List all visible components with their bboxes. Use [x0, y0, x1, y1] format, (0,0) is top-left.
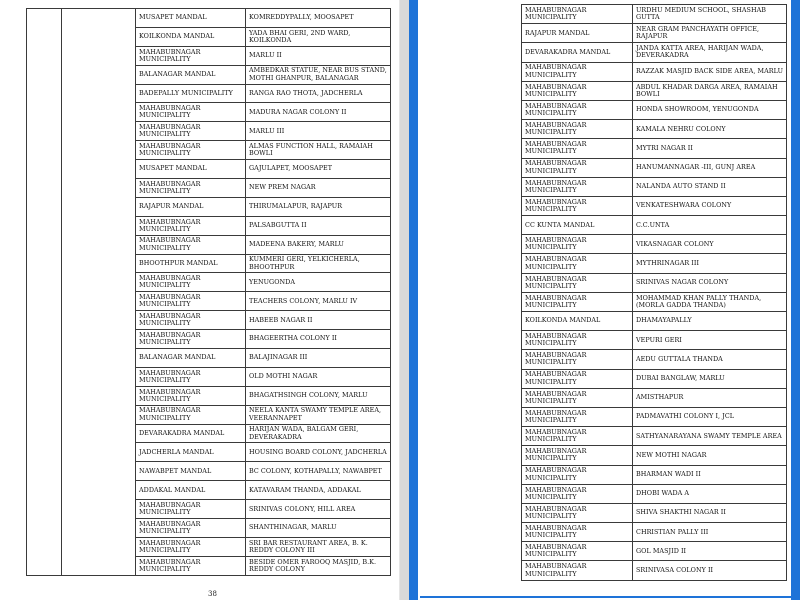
table-row	[27, 254, 391, 273]
blank-cell	[27, 292, 62, 311]
location-cell: DHAMAYAPALLY	[633, 312, 787, 331]
mandal-cell: MAHABUBNAGAR MUNICIPALITY	[136, 273, 246, 292]
table-row	[522, 158, 787, 177]
location-cell: DHOBI WADA A	[633, 484, 787, 503]
mandal-cell: MAHABUBNAGAR MUNICIPALITY	[522, 177, 633, 196]
blank-cell	[27, 84, 62, 103]
mandal-cell: NAWABPET MANDAL	[136, 462, 246, 481]
blank-cell	[62, 122, 136, 141]
mandal-cell: MAHABUBNAGAR MUNICIPALITY	[522, 100, 633, 119]
blank-cell	[62, 179, 136, 198]
blank-cell	[27, 273, 62, 292]
table-row	[27, 179, 391, 198]
table-row	[27, 405, 391, 424]
blank-cell	[27, 141, 62, 160]
mandal-cell: MAHABUBNAGAR MUNICIPALITY	[522, 407, 633, 426]
location-cell: SHIVA SHAKTHI NAGAR II	[633, 503, 787, 522]
mandal-cell: MUSAPET MANDAL	[136, 160, 246, 179]
blank-cell	[27, 311, 62, 330]
location-cell: URDHU MEDIUM SCHOOL, SHASHAB GUTTA	[633, 5, 787, 24]
mandal-cell: MAHABUBNAGAR MUNICIPALITY	[522, 542, 633, 561]
location-cell: KUMMERI GERI, YELKICHERLA, BHOOTHPUR	[246, 254, 391, 273]
blank-cell	[62, 367, 136, 386]
table-row	[522, 177, 787, 196]
table-row	[27, 424, 391, 443]
blank-cell	[62, 537, 136, 556]
table-row	[27, 481, 391, 500]
blank-cell	[62, 235, 136, 254]
table-row	[27, 103, 391, 122]
table-row	[27, 273, 391, 292]
blank-cell	[27, 235, 62, 254]
blank-cell	[27, 443, 62, 462]
mandal-cell: MAHABUBNAGAR MUNICIPALITY	[522, 484, 633, 503]
table-row	[522, 427, 787, 446]
location-cell: KOMREDDYPALLY, MOOSAPET	[246, 9, 391, 28]
location-cell: ALMAS FUNCTION HALL, RAMAIAH BOWLI	[246, 141, 391, 160]
blank-cell	[27, 367, 62, 386]
mandal-cell: MAHABUBNAGAR MUNICIPALITY	[522, 465, 633, 484]
blank-cell	[62, 424, 136, 443]
mandal-cell: KOILKONDA MANDAL	[136, 27, 246, 46]
table-row	[27, 311, 391, 330]
location-cell: RANGA RAO THOTA, JADCHERLA	[246, 84, 391, 103]
blank-cell	[27, 500, 62, 519]
location-cell: BHAGATHSINGH COLONY, MARLU	[246, 386, 391, 405]
mandal-cell: MAHABUBNAGAR MUNICIPALITY	[136, 122, 246, 141]
location-cell: SHANTHINAGAR, MARLU	[246, 519, 391, 538]
mandal-cell: MAHABUBNAGAR MUNICIPALITY	[522, 273, 633, 292]
location-cell: AMBEDKAR STATUE, NEAR BUS STAND, MOTHI GHANPUR, BALANAGAR	[246, 65, 391, 84]
mandal-cell: MAHABUBNAGAR MUNICIPALITY	[136, 556, 246, 575]
mandal-cell: MAHABUBNAGAR MUNICIPALITY	[136, 46, 246, 65]
location-cell: AEDU GUTTALA THANDA	[633, 350, 787, 369]
table-row	[27, 537, 391, 556]
location-cell: TEACHERS COLONY, MARLU IV	[246, 292, 391, 311]
mandal-cell: MAHABUBNAGAR MUNICIPALITY	[522, 523, 633, 542]
blank-cell	[27, 65, 62, 84]
location-cell: NEW PREM NAGAR	[246, 179, 391, 198]
blank-cell	[27, 160, 62, 179]
left-table-body	[27, 9, 391, 576]
table-row	[522, 196, 787, 215]
mandal-cell: MAHABUBNAGAR MUNICIPALITY	[522, 331, 633, 350]
table-row	[522, 100, 787, 119]
location-cell: KAMALA NEHRU COLONY	[633, 120, 787, 139]
table-row	[27, 46, 391, 65]
blank-cell	[62, 519, 136, 538]
blank-cell	[62, 103, 136, 122]
table-row	[522, 369, 787, 388]
page-bottom-border	[420, 596, 791, 598]
location-cell: BESIDE OMER FAROOQ MASJID, B.K. REDDY COLONY	[246, 556, 391, 575]
mandal-cell: MAHABUBNAGAR MUNICIPALITY	[522, 561, 633, 580]
scrollbar-track-left	[409, 0, 418, 600]
table-row	[522, 216, 787, 235]
blank-cell	[27, 27, 62, 46]
blank-cell	[62, 349, 136, 368]
location-cell: SRINIVAS NAGAR COLONY	[633, 273, 787, 292]
mandal-cell: MAHABUBNAGAR MUNICIPALITY	[522, 120, 633, 139]
blank-cell	[27, 462, 62, 481]
location-cell: PADMAVATHI COLONY I, JCL	[633, 407, 787, 426]
location-cell: HONDA SHOWROOM, YENUGONDA	[633, 100, 787, 119]
table-row	[27, 160, 391, 179]
location-cell: HABEEB NAGAR II	[246, 311, 391, 330]
table-row	[522, 43, 787, 62]
table-row	[27, 519, 391, 538]
table-row	[27, 141, 391, 160]
mandal-cell: MAHABUBNAGAR MUNICIPALITY	[522, 5, 633, 24]
mandal-cell: BADEPALLY MUNICIPALITY	[136, 84, 246, 103]
table-row	[27, 500, 391, 519]
mandal-cell: MAHABUBNAGAR MUNICIPALITY	[522, 139, 633, 158]
mandal-cell: BALANAGAR MANDAL	[136, 349, 246, 368]
table-row	[522, 5, 787, 24]
blank-cell	[62, 405, 136, 424]
blank-cell	[27, 179, 62, 198]
blank-cell	[27, 330, 62, 349]
blank-cell	[27, 481, 62, 500]
table-row	[27, 367, 391, 386]
blank-cell	[62, 386, 136, 405]
location-cell: NEW MOTHI NAGAR	[633, 446, 787, 465]
scrollbar-track-right	[791, 0, 800, 600]
table-row	[522, 139, 787, 158]
table-row	[522, 254, 787, 273]
location-cell: BC COLONY, KOTHAPALLY, NAWABPET	[246, 462, 391, 481]
location-cell: C.C.UNTA	[633, 216, 787, 235]
mandal-cell: DEVARAKADRA MANDAL	[136, 424, 246, 443]
location-cell: SATHYANARAYANA SWAMY TEMPLE AREA	[633, 427, 787, 446]
location-cell: VENKATESHWARA COLONY	[633, 196, 787, 215]
mandal-cell: MAHABUBNAGAR MUNICIPALITY	[136, 311, 246, 330]
table-row	[522, 561, 787, 580]
location-cell: YADA BHAI GERI, 2ND WARD, KOILKONDA	[246, 27, 391, 46]
location-cell: MADEENA BAKERY, MARLU	[246, 235, 391, 254]
location-cell: AMISTHAPUR	[633, 388, 787, 407]
location-cell: RAZZAK MASJID BACK SIDE AREA, MARLU	[633, 62, 787, 81]
location-cell: BALAJINAGAR III	[246, 349, 391, 368]
mandal-cell: RAJAPUR MANDAL	[522, 24, 633, 43]
table-row	[522, 407, 787, 426]
right-table-body	[522, 5, 787, 581]
mandal-cell: MAHABUBNAGAR MUNICIPALITY	[522, 254, 633, 273]
mandal-cell: MAHABUBNAGAR MUNICIPALITY	[522, 158, 633, 177]
table-row	[27, 216, 391, 235]
blank-cell	[62, 273, 136, 292]
blank-cell	[62, 46, 136, 65]
location-cell: GOL MASJID II	[633, 542, 787, 561]
table-row	[522, 503, 787, 522]
table-row	[27, 386, 391, 405]
mandal-cell: BALANAGAR MANDAL	[136, 65, 246, 84]
table-row	[522, 542, 787, 561]
blank-cell	[62, 65, 136, 84]
blank-cell	[27, 386, 62, 405]
mandal-cell: MAHABUBNAGAR MUNICIPALITY	[522, 62, 633, 81]
left-locations-table	[26, 8, 391, 576]
mandal-cell: MAHABUBNAGAR MUNICIPALITY	[136, 500, 246, 519]
blank-cell	[27, 46, 62, 65]
mandal-cell: ADDAKAL MANDAL	[136, 481, 246, 500]
blank-cell	[27, 254, 62, 273]
location-cell: DUBAI BANGLAW, MARLU	[633, 369, 787, 388]
mandal-cell: MAHABUBNAGAR MUNICIPALITY	[136, 216, 246, 235]
location-cell: ABDUL KHADAR DARGA AREA, RAMAIAH BOWLI	[633, 81, 787, 100]
blank-cell	[62, 9, 136, 28]
table-row	[522, 312, 787, 331]
table-row	[27, 27, 391, 46]
location-cell: MYTRI NAGAR II	[633, 139, 787, 158]
blank-cell	[62, 197, 136, 216]
location-cell: HANUMANNAGAR -III, GUNJ AREA	[633, 158, 787, 177]
location-cell: SRI BAR RESTAURANT AREA, B. K. REDDY COLONY III	[246, 537, 391, 556]
blank-cell	[62, 556, 136, 575]
blank-cell	[62, 443, 136, 462]
location-cell: YENUGONDA	[246, 273, 391, 292]
table-row	[522, 388, 787, 407]
page-number: 38	[208, 590, 217, 598]
table-row	[27, 349, 391, 368]
table-row	[27, 556, 391, 575]
table-row	[522, 484, 787, 503]
location-cell: MOHAMMAD KHAN PALLY THANDA, (MORLA GADDA THANDA)	[633, 292, 787, 311]
right-document-page	[418, 0, 791, 600]
table-row	[27, 235, 391, 254]
table-row	[27, 330, 391, 349]
table-row	[522, 523, 787, 542]
table-row	[27, 197, 391, 216]
mandal-cell: MAHABUBNAGAR MUNICIPALITY	[522, 235, 633, 254]
blank-cell	[27, 103, 62, 122]
location-cell: THIRUMALAPUR, RAJAPUR	[246, 197, 391, 216]
blank-cell	[62, 292, 136, 311]
blank-cell	[27, 216, 62, 235]
location-cell: VIKASNAGAR COLONY	[633, 235, 787, 254]
mandal-cell: MAHABUBNAGAR MUNICIPALITY	[522, 369, 633, 388]
table-row	[522, 446, 787, 465]
mandal-cell: MAHABUBNAGAR MUNICIPALITY	[136, 330, 246, 349]
table-row	[522, 331, 787, 350]
table-row	[27, 122, 391, 141]
blank-cell	[27, 424, 62, 443]
table-row	[522, 62, 787, 81]
blank-cell	[62, 311, 136, 330]
mandal-cell: MAHABUBNAGAR MUNICIPALITY	[136, 292, 246, 311]
blank-cell	[62, 500, 136, 519]
mandal-cell: MAHABUBNAGAR MUNICIPALITY	[136, 519, 246, 538]
location-cell: SRINIVAS COLONY, HILL AREA	[246, 500, 391, 519]
table-row	[522, 120, 787, 139]
mandal-cell: RAJAPUR MANDAL	[136, 197, 246, 216]
location-cell: NEELA KANTA SWAMY TEMPLE AREA, VEERANNAPET	[246, 405, 391, 424]
mandal-cell: MAHABUBNAGAR MUNICIPALITY	[136, 235, 246, 254]
table-row	[27, 65, 391, 84]
blank-cell	[27, 349, 62, 368]
location-cell: CHRISTIAN PALLY III	[633, 523, 787, 542]
mandal-cell: MAHABUBNAGAR MUNICIPALITY	[522, 81, 633, 100]
blank-cell	[62, 160, 136, 179]
mandal-cell: MAHABUBNAGAR MUNICIPALITY	[522, 446, 633, 465]
mandal-cell: MAHABUBNAGAR MUNICIPALITY	[522, 427, 633, 446]
mandal-cell: MAHABUBNAGAR MUNICIPALITY	[522, 503, 633, 522]
mandal-cell: MAHABUBNAGAR MUNICIPALITY	[522, 292, 633, 311]
location-cell: SRINIVASA COLONY II	[633, 561, 787, 580]
mandal-cell: JADCHERLA MANDAL	[136, 443, 246, 462]
mandal-cell: MAHABUBNAGAR MUNICIPALITY	[522, 388, 633, 407]
table-row	[27, 84, 391, 103]
mandal-cell: MAHABUBNAGAR MUNICIPALITY	[136, 367, 246, 386]
location-cell: MADURA NAGAR COLONY II	[246, 103, 391, 122]
table-row	[27, 9, 391, 28]
blank-cell	[27, 519, 62, 538]
table-row	[522, 273, 787, 292]
table-row	[27, 292, 391, 311]
blank-cell	[27, 556, 62, 575]
page-gap	[400, 0, 409, 600]
mandal-cell: MAHABUBNAGAR MUNICIPALITY	[136, 141, 246, 160]
right-locations-table	[521, 4, 787, 581]
mandal-cell: MAHABUBNAGAR MUNICIPALITY	[136, 386, 246, 405]
mandal-cell: MAHABUBNAGAR MUNICIPALITY	[136, 103, 246, 122]
table-row	[522, 350, 787, 369]
blank-cell	[27, 9, 62, 28]
location-cell: GAJULAPET, MOOSAPET	[246, 160, 391, 179]
location-cell: OLD MOTHI NAGAR	[246, 367, 391, 386]
blank-cell	[62, 27, 136, 46]
location-cell: MARLU II	[246, 46, 391, 65]
mandal-cell: MUSAPET MANDAL	[136, 9, 246, 28]
mandal-cell: BHOOTHPUR MANDAL	[136, 254, 246, 273]
mandal-cell: MAHABUBNAGAR MUNICIPALITY	[136, 179, 246, 198]
blank-cell	[62, 254, 136, 273]
location-cell: HARIJAN WADA, BALGAM GERI, DEVERAKADRA	[246, 424, 391, 443]
location-cell: MYTHRINAGAR III	[633, 254, 787, 273]
mandal-cell: DEVARAKADRA MANDAL	[522, 43, 633, 62]
table-row	[522, 465, 787, 484]
table-row	[522, 292, 787, 311]
mandal-cell: CC KUNTA MANDAL	[522, 216, 633, 235]
location-cell: HOUSING BOARD COLONY, JADCHERLA	[246, 443, 391, 462]
table-row	[522, 81, 787, 100]
location-cell: KATAVARAM THANDA, ADDAKAL	[246, 481, 391, 500]
blank-cell	[62, 84, 136, 103]
mandal-cell: MAHABUBNAGAR MUNICIPALITY	[522, 350, 633, 369]
location-cell: PALSABGUTTA II	[246, 216, 391, 235]
blank-cell	[27, 537, 62, 556]
location-cell: BHARMAN WADI II	[633, 465, 787, 484]
table-row	[27, 462, 391, 481]
table-row	[522, 235, 787, 254]
blank-cell	[27, 122, 62, 141]
mandal-cell: MAHABUBNAGAR MUNICIPALITY	[522, 196, 633, 215]
table-row	[522, 24, 787, 43]
location-cell: JANDA KATTA AREA, HARIJAN WADA, DEVERAKADRA	[633, 43, 787, 62]
mandal-cell: KOILKONDA MANDAL	[522, 312, 633, 331]
mandal-cell: MAHABUBNAGAR MUNICIPALITY	[136, 405, 246, 424]
location-cell: MARLU III	[246, 122, 391, 141]
location-cell: NEAR GRAM PANCHAYATH OFFICE, RAJAPUR	[633, 24, 787, 43]
blank-cell	[62, 481, 136, 500]
location-cell: VEPURI GERI	[633, 331, 787, 350]
location-cell: NALANDA AUTO STAND II	[633, 177, 787, 196]
blank-cell	[27, 405, 62, 424]
blank-cell	[62, 216, 136, 235]
location-cell: BHAGEERTHA COLONY II	[246, 330, 391, 349]
mandal-cell: MAHABUBNAGAR MUNICIPALITY	[136, 537, 246, 556]
blank-cell	[62, 462, 136, 481]
blank-cell	[27, 197, 62, 216]
blank-cell	[62, 330, 136, 349]
table-row	[27, 443, 391, 462]
blank-cell	[62, 141, 136, 160]
